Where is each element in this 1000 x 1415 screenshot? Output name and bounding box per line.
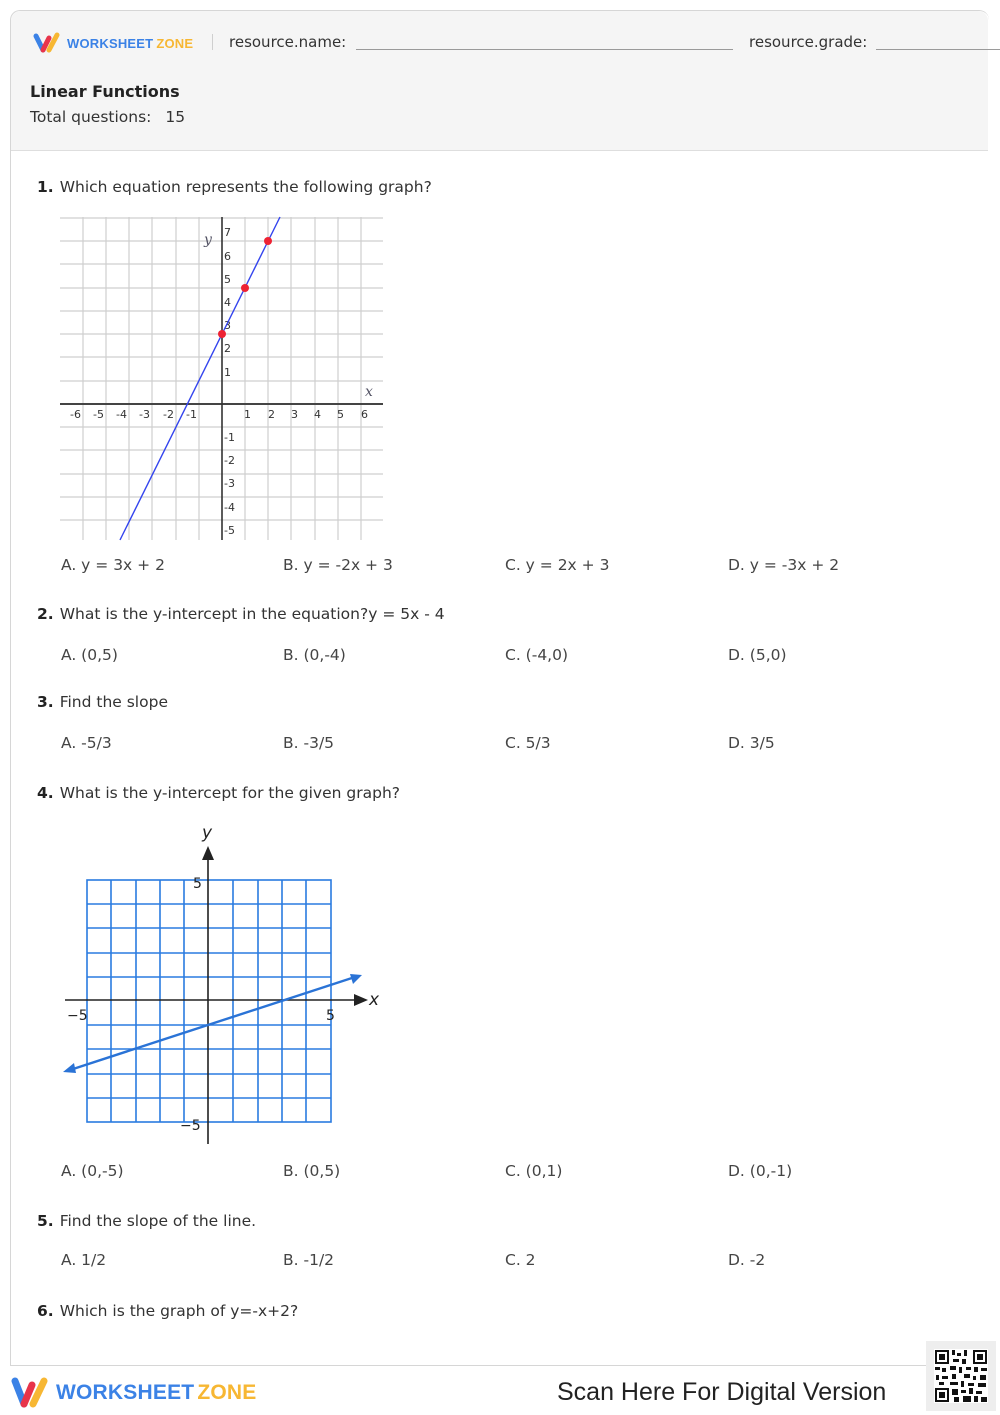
header-divider [212,34,213,50]
question-text: What is the y-intercept in the equation?y = 5x - 4 [59,605,445,623]
question-text: Which equation represents the following graph? [59,178,432,196]
svg-text:2: 2 [268,408,275,421]
q5-option-a[interactable]: A. 1/2 [61,1251,107,1269]
question-2 [37,605,445,623]
svg-text:5: 5 [337,408,344,421]
svg-text:7: 7 [224,226,231,239]
total-questions [30,108,185,126]
svg-text:6: 6 [361,408,368,421]
qr-code-icon[interactable] [926,1341,996,1411]
x-axis-arrow-icon [354,994,368,1006]
svg-text:-5: -5 [224,524,235,537]
q3-option-d[interactable]: D. 3/5 [728,734,775,752]
q4-option-c[interactable]: C. (0,1) [505,1162,563,1180]
q1-option-c[interactable]: C. y = 2x + 3 [505,556,610,574]
svg-text:-4: -4 [224,501,235,514]
point-0-3 [218,330,226,338]
svg-text:4: 4 [314,408,321,421]
q2-option-a[interactable]: A. (0,5) [61,646,118,664]
point-1-5 [241,284,249,292]
question-text: Find the slope [59,693,168,711]
svg-text:3: 3 [224,319,231,332]
worksheet-zone-logo-icon [32,32,64,54]
plotted-line [120,217,280,540]
tick-top: 5 [193,876,202,892]
q3-option-b[interactable]: B. -3/5 [283,734,335,752]
question-number: 5. [37,1212,54,1230]
svg-text:1: 1 [244,408,251,421]
tick-left: −5 [67,1008,88,1024]
question-3 [37,693,168,711]
svg-text:-4: -4 [116,408,127,421]
brand-logo [32,32,193,54]
footer-brand-logo [10,1376,256,1410]
q4-option-d[interactable]: D. (0,-1) [728,1162,793,1180]
q3-option-c[interactable]: C. 5/3 [505,734,551,752]
q3-option-a[interactable]: A. -5/3 [61,734,112,752]
y-axis-label: y [202,823,213,843]
line-arrow-right-icon [350,974,362,984]
q5-option-c[interactable]: C. 2 [505,1251,536,1269]
q4-option-a[interactable]: A. (0,-5) [61,1162,124,1180]
brand-name-part2: ZONE [156,35,194,51]
question-number: 1. [37,178,54,196]
svg-text:-3: -3 [139,408,150,421]
question-6 [37,1302,298,1320]
q4-option-b[interactable]: B. (0,5) [283,1162,341,1180]
svg-text:5: 5 [224,273,231,286]
svg-text:3: 3 [291,408,298,421]
q1-option-a[interactable]: A. y = 3x + 2 [61,556,165,574]
resource-grade-label: resource.grade: [749,33,868,51]
question-text: What is the y-intercept for the given graph? [59,784,400,802]
svg-text:-3: -3 [224,477,235,490]
svg-text:6: 6 [224,250,231,263]
svg-text:-1: -1 [186,408,197,421]
question-1 [37,178,432,196]
svg-text:-5: -5 [93,408,104,421]
worksheet-title: Linear Functions [30,82,180,101]
point-2-7 [264,237,272,245]
svg-text:-1: -1 [224,431,235,444]
question-number: 2. [37,605,54,623]
total-questions-label: Total questions: [30,108,152,126]
plotted-line [70,977,355,1070]
graph-q1 [58,214,388,544]
resource-name-field[interactable] [356,49,733,50]
graph-q4 [58,815,388,1150]
tick-right: 5 [326,1008,335,1024]
svg-text:-2: -2 [224,454,235,467]
svg-text:4: 4 [224,296,231,309]
brand-name-part1: WORKSHEET [56,1381,195,1404]
scan-instruction: Scan Here For Digital Version [557,1378,887,1406]
question-number: 3. [37,693,54,711]
brand-name-part1: WORKSHEET [67,35,154,51]
question-number: 6. [37,1302,54,1320]
q2-option-c[interactable]: C. (-4,0) [505,646,569,664]
question-5 [37,1212,256,1230]
question-4 [37,784,400,802]
svg-text:-6: -6 [70,408,81,421]
question-text: Find the slope of the line. [59,1212,257,1230]
y-axis-label: y [204,232,212,248]
svg-text:-2: -2 [163,408,174,421]
q5-option-d[interactable]: D. -2 [728,1251,766,1269]
question-text: Which is the graph of y=-x+2? [59,1302,299,1320]
q1-option-d[interactable]: D. y = -3x + 2 [728,556,840,574]
resource-name-label: resource.name: [229,33,347,51]
question-number: 4. [37,784,54,802]
q2-option-b[interactable]: B. (0,-4) [283,646,346,664]
brand-name-part2: ZONE [197,1381,257,1404]
svg-text:1: 1 [224,366,231,379]
x-axis-label: x [369,990,380,1010]
resource-grade-field[interactable] [876,49,1000,50]
q5-option-b[interactable]: B. -1/2 [283,1251,335,1269]
x-axis-label: x [365,384,373,400]
line-arrow-left-icon [63,1063,76,1073]
svg-text:2: 2 [224,342,231,355]
worksheet-zone-logo-icon [10,1376,52,1410]
q1-option-b[interactable]: B. y = -2x + 3 [283,556,393,574]
y-axis-arrow-icon [202,846,214,860]
q2-option-d[interactable]: D. (5,0) [728,646,787,664]
total-questions-value: 15 [165,108,186,126]
tick-bottom: −5 [180,1118,201,1134]
